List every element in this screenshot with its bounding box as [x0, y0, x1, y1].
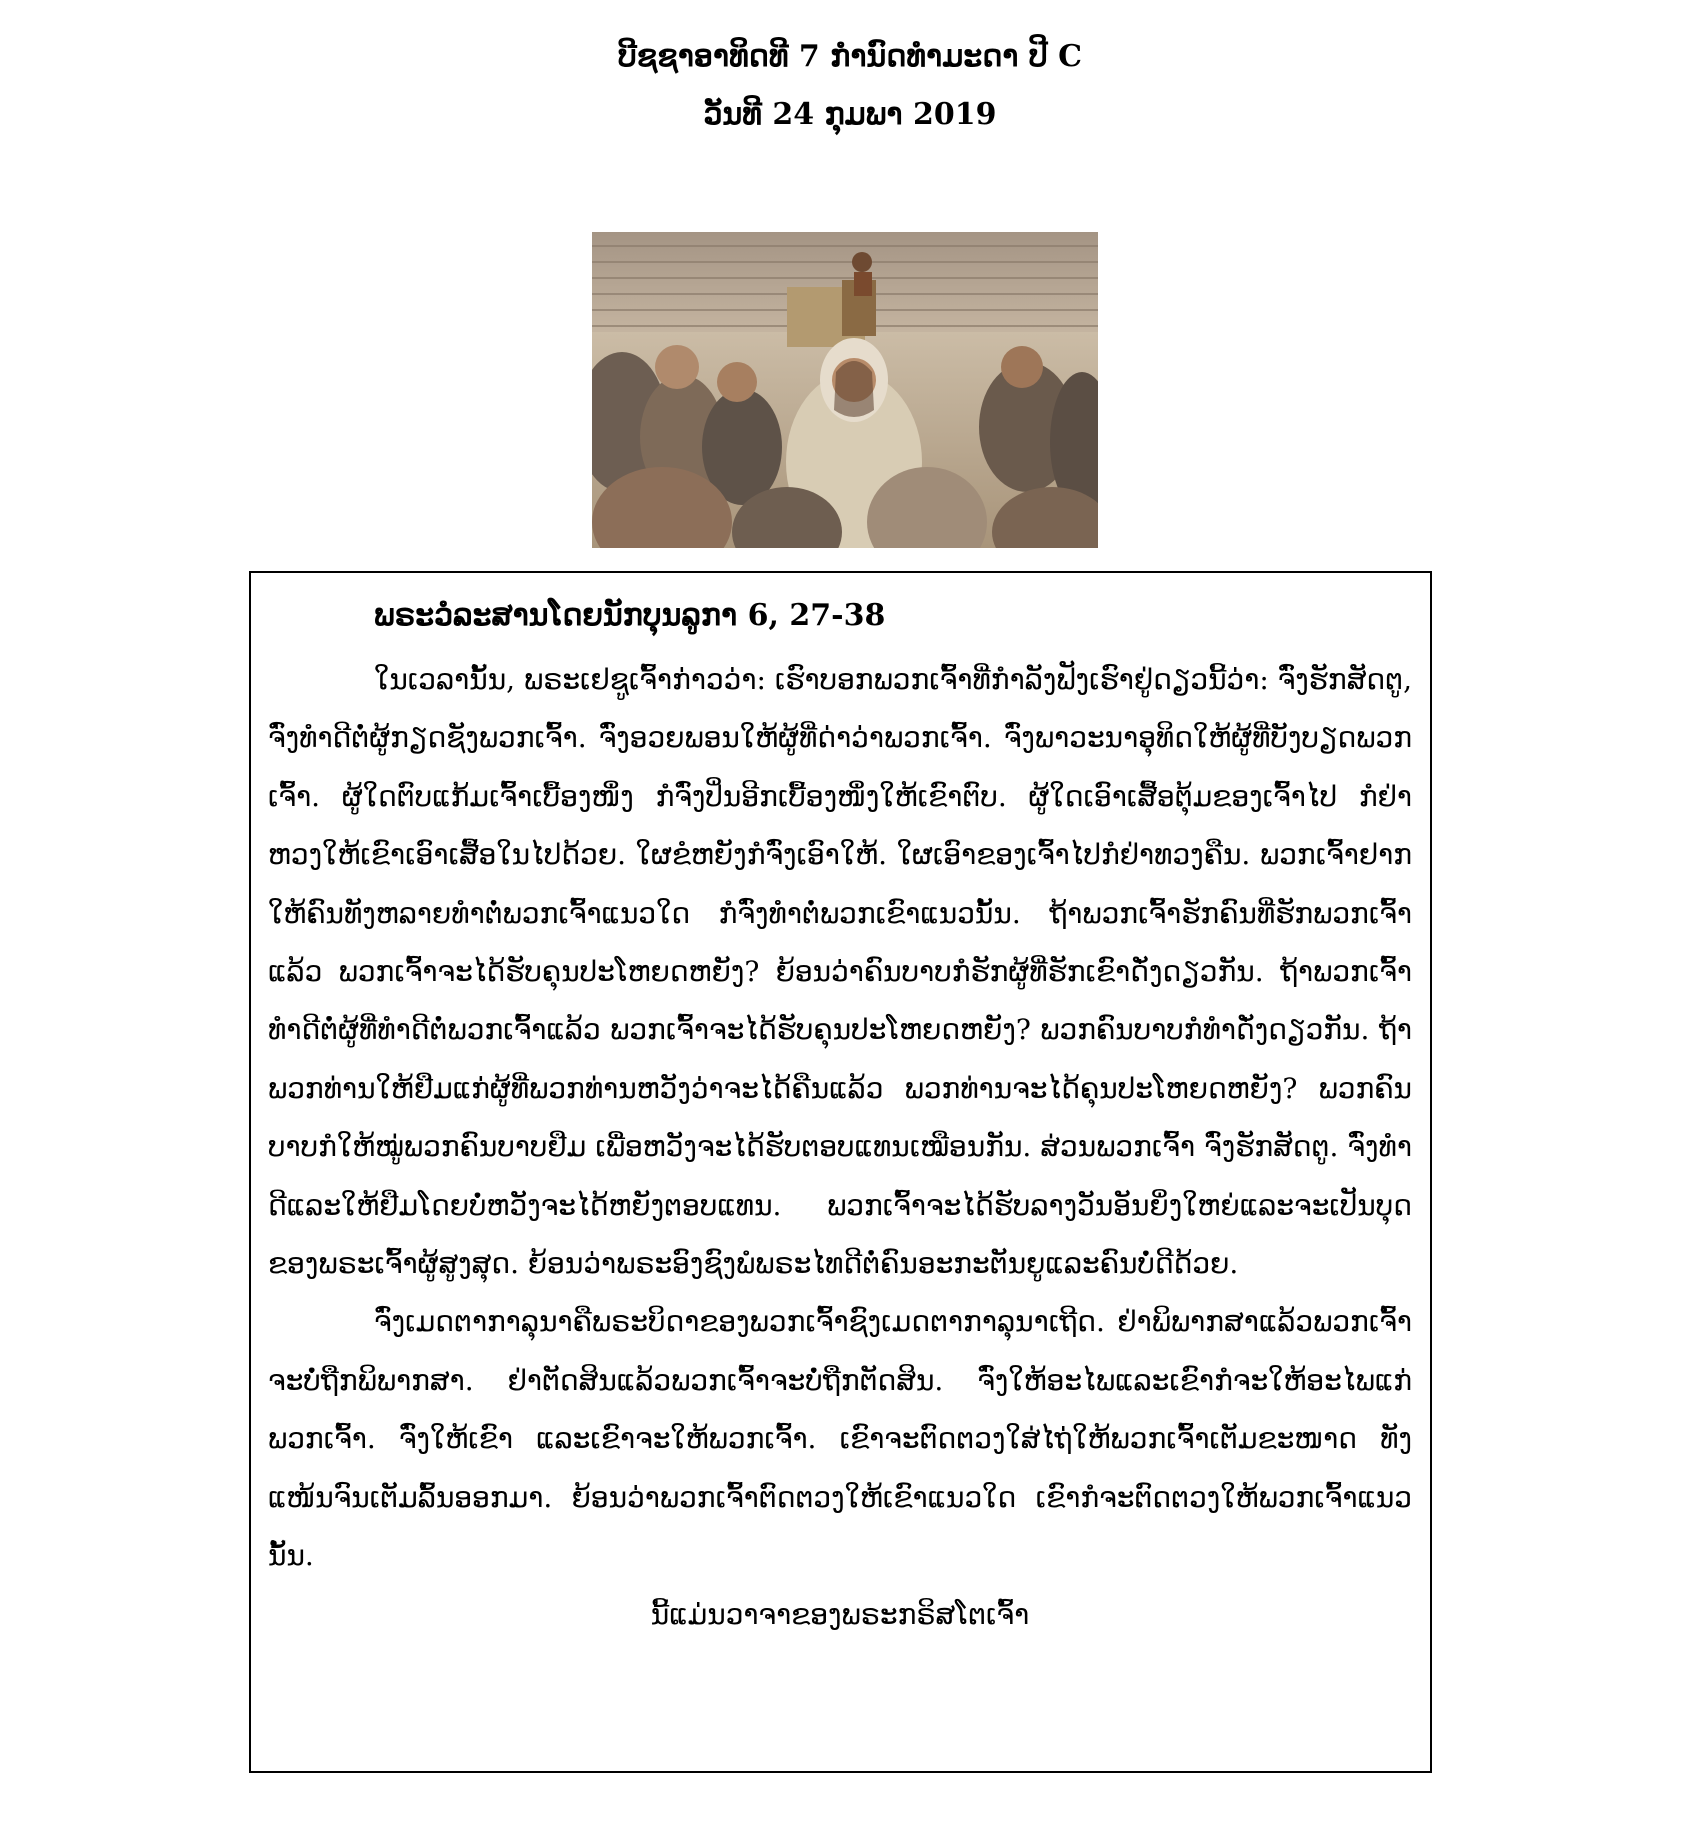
jesus-teaching-crowd-photo — [592, 232, 1098, 548]
mass-title: ບີຊຊາອາທິດທີ 7 ກໍານົດທໍາມະດາ ປີ C — [617, 39, 1082, 74]
reading-paragraph-1: ໃນເວລານັ້ນ, ພຣະເຢຊູເຈົ້າກ່າວວ່າ: ເຮົາບອກພວກເຈົ້າທີ່ກໍາລັງຟັງເຮົາຢູ່ດຽວນີ້ວ່າ: ຈົ່ງຮັກສັດຕູ, ຈົ່ງທໍາດີຕໍ່ຜູ້ກຽດຊັງພວກເຈົ້າ. ຈົ່ງອວຍພອນໃຫ້ຜູ້ທີ່ດ່າວ່າພວກເຈົ້າ. ຈົ່ງພາວະນາອຸທິດໃຫ້ຜູ້ທີ່ບັງບຽດພວກເຈົ້າ. ຜູ້ໃດຕົບແກ້ມເຈົ້າເບື້ອງໜຶ່ງ ກໍຈົ່ງປິ່ນອີກເບື້ອງໜຶ່ງໃຫ້ເຂົາຕົບ. ຜູ້ໃດເອົາເສື້ອຕຸ້ມຂອງເຈົ້າໄປ ກໍຢ່າຫວງໃຫ້ເຂົາເອົາເສື້ອໃນໄປດ້ວຍ. ໃຜຂໍຫຍັງກໍຈົ່ງເອົາໃຫ້. ໃຜເອົາຂອງເຈົ້າໄປກໍຢ່າທວງຄືນ. ພວກເຈົ້າຢາກໃຫ້ຄົນທັງຫລາຍທໍາຕໍ່ພວກເຈົ້າແນວໃດ ກໍຈົ່ງທໍາຕໍ່ພວກເຂົາແນວນັ້ນ. ຖ້າພວກເຈົ້າຮັກຄົນທີ່ຮັກພວກເຈົ້າແລ້ວ ພວກເຈົ້າຈະໄດ້ຮັບຄຸນປະໂຫຍດຫຍັງ? ຍ້ອນວ່າຄົນບາບກໍຮັກຜູ້ທີ່ຮັກເຂົາດັ່ງດຽວກັນ. ຖ້າພວກເຈົ້າທໍາດີຕໍ່ຜູ້ທີ່ທໍາດີຕໍ່ພວກເຈົ້າແລ້ວ ພວກເຈົ້າຈະໄດ້ຮັບຄຸນປະໂຫຍດຫຍັງ? ພວກຄົນບາບກໍທໍາດັ່ງດຽວກັນ. ຖ້າພວກທ່ານໃຫ້ຢືມແກ່ຜູ້ທີ່ພວກທ່ານຫວັງວ່າຈະໄດ້ຄືນແລ້ວ ພວກທ່ານຈະໄດ້ຄຸນປະໂຫຍດຫຍັງ? ພວກຄົນບາບກໍໃຫ້ໝູ່ພວກຄົນບາບຢືມ ເພື່ອຫວັງຈະໄດ້ຮັບຕອບແທນເໝືອນກັນ. ສ່ວນພວກເຈົ້າ ຈົ່ງຮັກສັດຕູ. ຈົ່ງທໍາດີແລະໃຫ້ຢືມໂດຍບໍ່ຫວັງຈະໄດ້ຫຍັງຕອບແທນ. ພວກເຈົ້າຈະໄດ້ຮັບລາງວັນອັນຍິ່ງໃຫຍ່ແລະຈະເປັນບຸດຂອງພຣະເຈົ້າຜູ້ສູງສຸດ. ຍ້ອນວ່າພຣະອົງຊົງພໍພຣະໄທດີຕໍ່ຄົນອະກະຕັນຍູແລະຄົນບໍ່ດີດ້ວຍ. — [268, 663, 1412, 1281]
mass-date: ວັນທີ 24 ກຸມພາ 2019 — [703, 97, 997, 132]
reading-paragraph-2: ຈົ່ງເມດຕາກາລຸນາຄືພຣະບິດາຂອງພວກເຈົ້າຊົງເມດຕາກາລຸນາເຖີດ. ຢ່າພິພາກສາແລ້ວພວກເຈົ້າຈະບໍ່ຖືກພິພາກສາ. ຢ່າຕັດສິນແລ້ວພວກເຈົ້າຈະບໍ່ຖືກຕັດສິນ. ຈົ່ງໃຫ້ອະໄພແລະເຂົາກໍຈະໃຫ້ອະໄພແກ່ພວກເຈົ້າ. ຈົ່ງໃຫ້ເຂົາ ແລະເຂົາຈະໃຫ້ພວກເຈົ້າ. ເຂົາຈະຕົດຕວງໃສ່ໄຖ່ໃຫ້ພວກເຈົ້າເຕັມຂະໜາດ ທັງແໜ້ນຈົນເຕັມລົ້ນອອກມາ. ຍ້ອນວ່າພວກເຈົ້າຕົດຕວງໃຫ້ເຂົາແນວໃດ ເຂົາກໍຈະຕົດຕວງໃຫ້ພວກເຈົ້າແນວນັ້ນ. — [268, 1305, 1412, 1573]
reading-closing: ນີ້ແມ່ນວາຈາຂອງພຣະກຣິສໂຕເຈົ້າ — [650, 1597, 1030, 1631]
reading-title: ພຣະວໍລະສານໂດຍນັກບຸນລູກາ 6, 27-38 — [374, 598, 886, 633]
gospel-reading-box — [249, 571, 1432, 1773]
page-header — [0, 28, 1700, 144]
